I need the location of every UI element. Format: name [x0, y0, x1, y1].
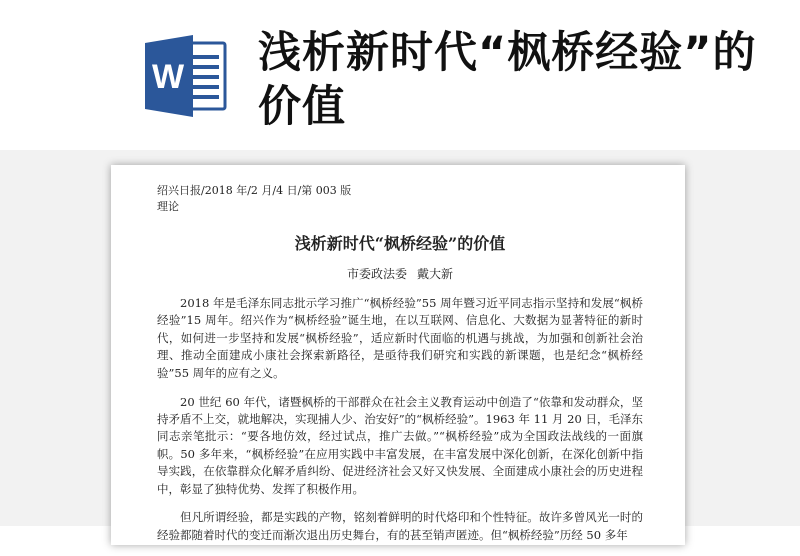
author-org: 市委政法委 [346, 267, 407, 281]
source-line: 绍兴日报/2018 年/2 月/4 日/第 003 版 [157, 184, 352, 197]
document-page [111, 165, 685, 545]
section-line: 理论 [157, 200, 179, 213]
document-body [157, 183, 643, 556]
paragraph: 2018 年是毛泽东同志批示学习推广“枫桥经验”55 周年暨习近平同志指示坚持和发展“枫桥经验”15 周年。绍兴作为“枫桥经验”诞生地，在以互联网、信息化、大数据为显著特征的新时代，如何进一步坚持和发展“枫桥经验”，适应新时代面临的机遇与挑战，为加强和创新社会治理、推动全面建成小康社会探索新路径，是亟待我们研究和实践的新课题，也是纪念“枫桥经验”55 周年的应有之义。 [157, 296, 643, 380]
page-title: 浅析新时代“枫桥经验”的价值 [258, 28, 757, 132]
document-title: 浅析新时代“枫桥经验”的价值 [294, 234, 506, 253]
paragraph: 但凡所谓经验，都是实践的产物，铭刻着鲜明的时代烙印和个性特征。故许多曾风光一时的经验都随着时代的变迁而渐次退出历史舞台，有的甚至销声匿迹。但“枫桥经验”历经 50 多年 [157, 510, 643, 542]
paragraph: 20 世纪 60 年代，诸暨枫桥的干部群众在社会主义教育运动中创造了“依靠和发动群众，坚持矛盾不上交，就地解决，实现捕人少、治安好”的“枫桥经验”。1963 年 11 月 20 日，毛泽东同志亲笔批示：“要各地仿效，经过试点，推广去做。”“枫桥经验”成为全国政法战线的一面旗帜。50 多年来，“枫桥经验”在应用实践中丰富发展，在丰富发展中深化创新，在深化创新中指导实践，在依靠群众化解矛盾纠纷、促进经济社会又好又快发展、全面建成小康社会的历史进程中，彰显了独特优势、发挥了积极作用。 [157, 394, 643, 496]
word-document-icon [143, 33, 229, 119]
word-icon-letter: W [151, 58, 185, 96]
author-name: 戴大新 [417, 267, 454, 281]
header [0, 0, 800, 150]
author-line [157, 265, 643, 283]
